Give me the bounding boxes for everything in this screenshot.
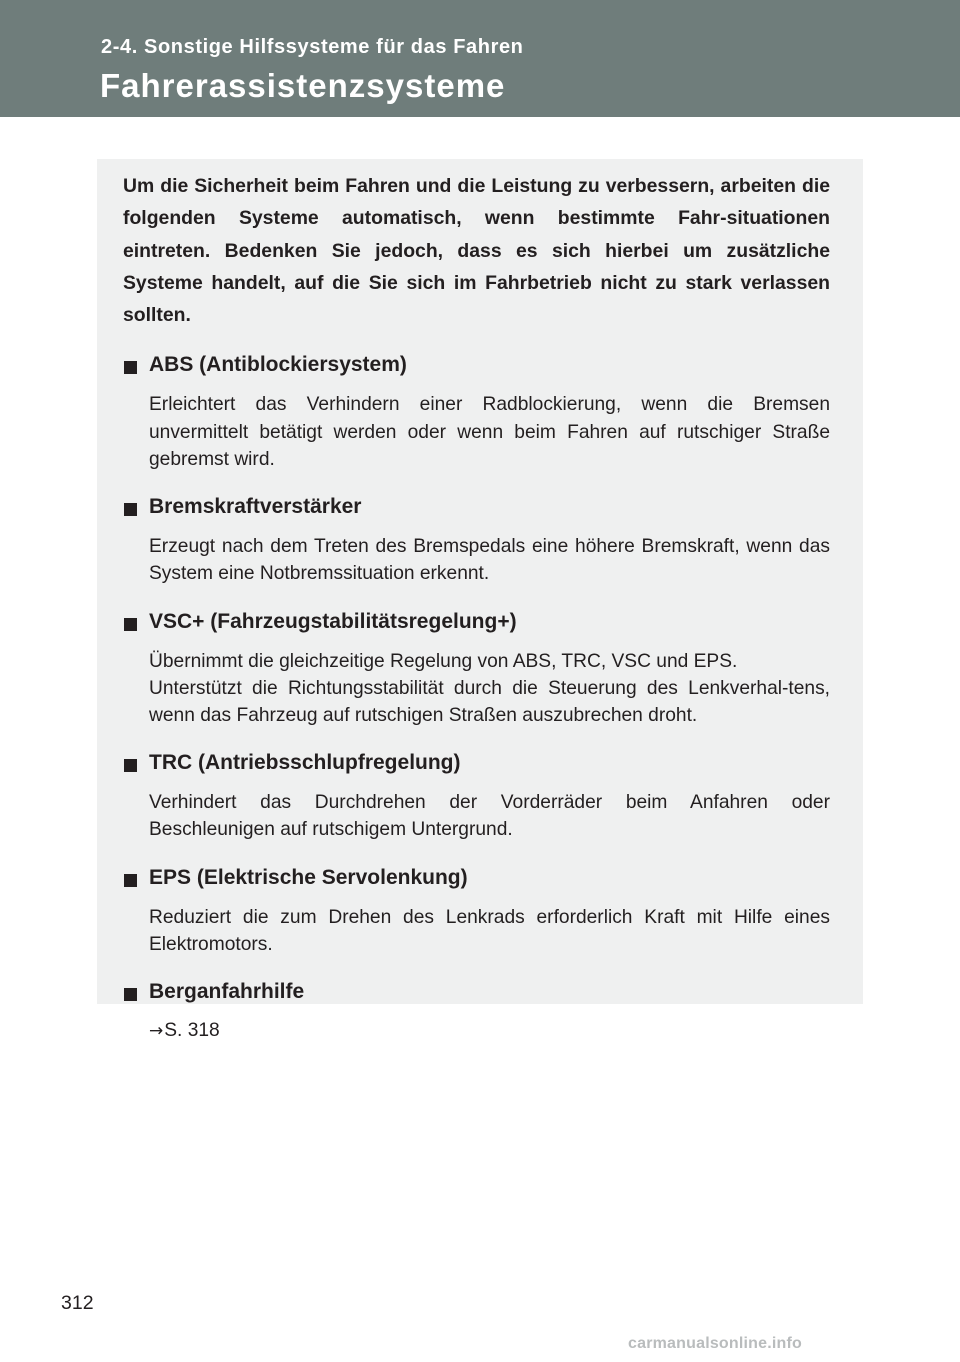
square-bullet-icon	[124, 361, 137, 374]
feature-description: Erleichtert das Verhindern einer Radblockierung, wenn die Bremsen unvermittelt betätigt werden oder wenn beim Fahren auf rutschiger Straße gebremst wird.	[149, 394, 830, 470]
feature-vsc	[123, 610, 830, 730]
chapter-header	[0, 0, 960, 117]
feature-brake-assist	[123, 495, 830, 587]
feature-hill-start	[123, 980, 830, 1045]
feature-description: Reduziert die zum Drehen des Lenkrads erforderlich Kraft mit Hilfe eines Elektromotors.	[149, 906, 830, 955]
content-box	[97, 159, 863, 1041]
section-label: 2-4. Sonstige Hilfssysteme für das Fahren	[101, 36, 524, 58]
square-bullet-icon	[124, 618, 137, 631]
square-bullet-icon	[124, 988, 137, 1001]
feature-description-line: Übernimmt die gleichzeitige Regelung von ABS, TRC, VSC und EPS.	[149, 650, 738, 672]
feature-eps	[123, 866, 830, 958]
feature-description	[149, 648, 830, 730]
feature-title: TRC (Antriebsschlupfregelung)	[149, 751, 461, 775]
feature-description-line: Unterstützt die Richtungsstabilität durch die Steuerung des Lenkverhal-tens, wenn das Fahrzeug auf rutschigen Straßen auszubrechen droht.	[149, 677, 830, 726]
page-title: Fahrerassistenzsysteme	[100, 67, 506, 104]
feature-title: EPS (Elektrische Servolenkung)	[149, 865, 468, 889]
page-number: 312	[61, 1292, 94, 1314]
page-reference-text: S. 318	[164, 1019, 220, 1041]
feature-description: Verhindert das Durchdrehen der Vorderräder beim Anfahren oder Beschleunigen auf rutschigem Untergrund.	[149, 792, 830, 841]
square-bullet-icon	[124, 874, 137, 887]
square-bullet-icon	[124, 503, 137, 516]
page-reference-link[interactable]	[149, 1017, 830, 1045]
feature-title: Berganfahrhilfe	[149, 979, 305, 1003]
feature-description: Erzeugt nach dem Treten des Bremspedals eine höhere Bremskraft, wenn das System eine Notbremssituation erkennt.	[149, 536, 830, 585]
arrow-right-icon: →	[149, 1020, 164, 1041]
feature-title: ABS (Antiblockiersystem)	[149, 353, 407, 377]
square-bullet-icon	[124, 759, 137, 772]
intro-paragraph: Um die Sicherheit beim Fahren und die Leistung zu verbessern, arbeiten die folgenden Systeme automatisch, wenn bestimmte Fahr-situationen eintreten. Bedenken Sie jedoch, dass es sich hierbei um zusätzliche Systeme handelt, auf die Sie sich im Fahrbetrieb nicht zu stark verlassen sollten.	[123, 175, 830, 327]
feature-abs	[123, 353, 830, 473]
watermark: carmanualsonline.info	[628, 1335, 803, 1352]
feature-trc	[123, 751, 830, 843]
feature-title: Bremskraftverstärker	[149, 495, 362, 519]
feature-title: VSC+ (Fahrzeugstabilitätsregelung+)	[149, 609, 517, 633]
